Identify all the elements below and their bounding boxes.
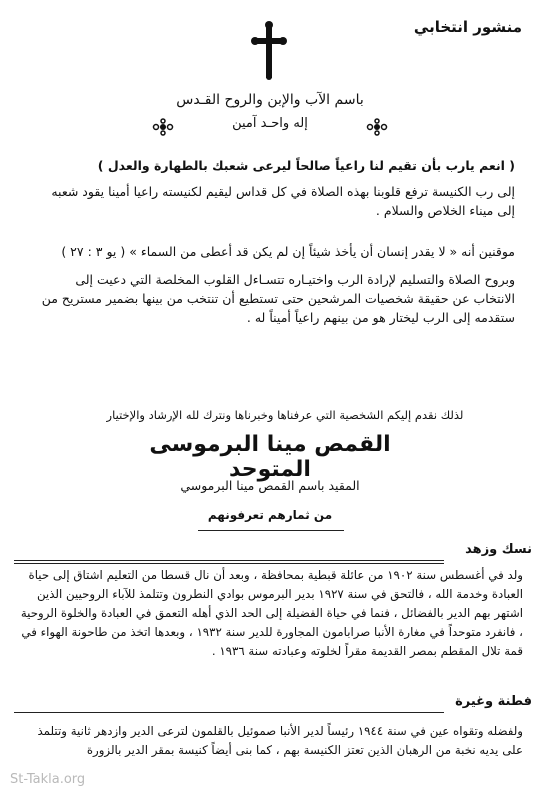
invocation-line-2: إله واحـد آمين [232, 116, 308, 131]
intro-text: لذلك نقدم إليكم الشخصية التي عرفناها وخبرناها ونترك لله الإرشاد والإختيار [106, 408, 464, 422]
ornament-icon [152, 118, 174, 136]
fruits-quote: من ثمارهم تعرفونهم [207, 508, 333, 522]
document-title: منشور انتخابي [413, 18, 522, 36]
prayer-text: ( انعم يارب بأن تقيم لنا راعياً صالحاً ليرعى شعبك بالطهارة والعدل ) [97, 158, 515, 173]
paragraph-3: وبروح الصلاة والتسليم لإرادة الرب واختيـاره تتسـاءل القلوب المخلصة التي دعيت إلى الانتخاب عن حقيقة شخصيات المرشحين حتى تستطيع أن تنتخب من بينها بضمير مستريح من ستقدمه إلى الرب ليختار هو من بينهم راعياً أميناً له . [41, 272, 515, 325]
divider [14, 560, 444, 561]
section-2-heading: فطنة وغيرة [455, 694, 532, 709]
section-1-text: ولد في أغسطس سنة ١٩٠٢ من عائلة قبطية بمحافظة ، وبعد أن نال قسطا من التعليم اشتاق إلى حياة العبادة وخدمة الله ، فالتحق في سنة ١٩٢٧ بدير البرموس بوادي النطرون وتتلمذ للآباء الروحيين الذين اشتهر بهم الدير بالفضائل ، فنما في حياة الفضيلة إلى الحد الذي أهله التعمق في العبادة والخلوة الروحية ، فانفرد متوحداً في مغارة الأنبا صرابامون المجاورة للدير سنة ١٩٣٢ ، وبعدها اتخذ من طاحونة الهواء في قمة تلال المقطم بمصر القديمة مقراً لخلوته وعبادته سنة ١٩٣٦ . [20, 568, 523, 658]
divider [14, 563, 444, 564]
divider [14, 712, 444, 713]
paragraph-2: موقنين أنه « لا يقدر إنسان أن يأخذ شيئاً إن لم يكن قد أعطى من السماء » ( يو ٣ : ٢٧ ) [61, 244, 515, 259]
candidate-former-name: المقيد باسم القمص مينا البرموسي [180, 478, 360, 493]
invocation-line-1: باسم الآب والإبن والروح القـدس [176, 92, 364, 108]
section-2-text: ولفضله وتقواه عين في سنة ١٩٤٤ رئيساً لدير الأنبا صموئيل بالقلمون لترعى الدير وازدهر ثانية وتتلمذ على يديه نخبة من الرهبان الذين تعتز الكنيسة بهم ، كما بنى أيضاً كنيسة بمقر الدير بالزورة [37, 724, 523, 757]
candidate-name: القمص مينا البرموسى المتوحد [149, 432, 391, 482]
paragraph-1: إلى رب الكنيسة ترفع قلوبنا بهذه الصلاة في كل قداس ليقيم لكنيسته راعيا أمينا يقود شعبه إلى ميناء الخلاص والسلام . [51, 184, 515, 218]
section-1-heading: نسك وزهد [465, 542, 532, 557]
divider [198, 530, 344, 531]
invocation-row [150, 116, 390, 138]
ornament-icon [366, 118, 388, 136]
watermark: St-Takla.org [10, 772, 86, 787]
coptic-cross-icon [251, 20, 287, 80]
